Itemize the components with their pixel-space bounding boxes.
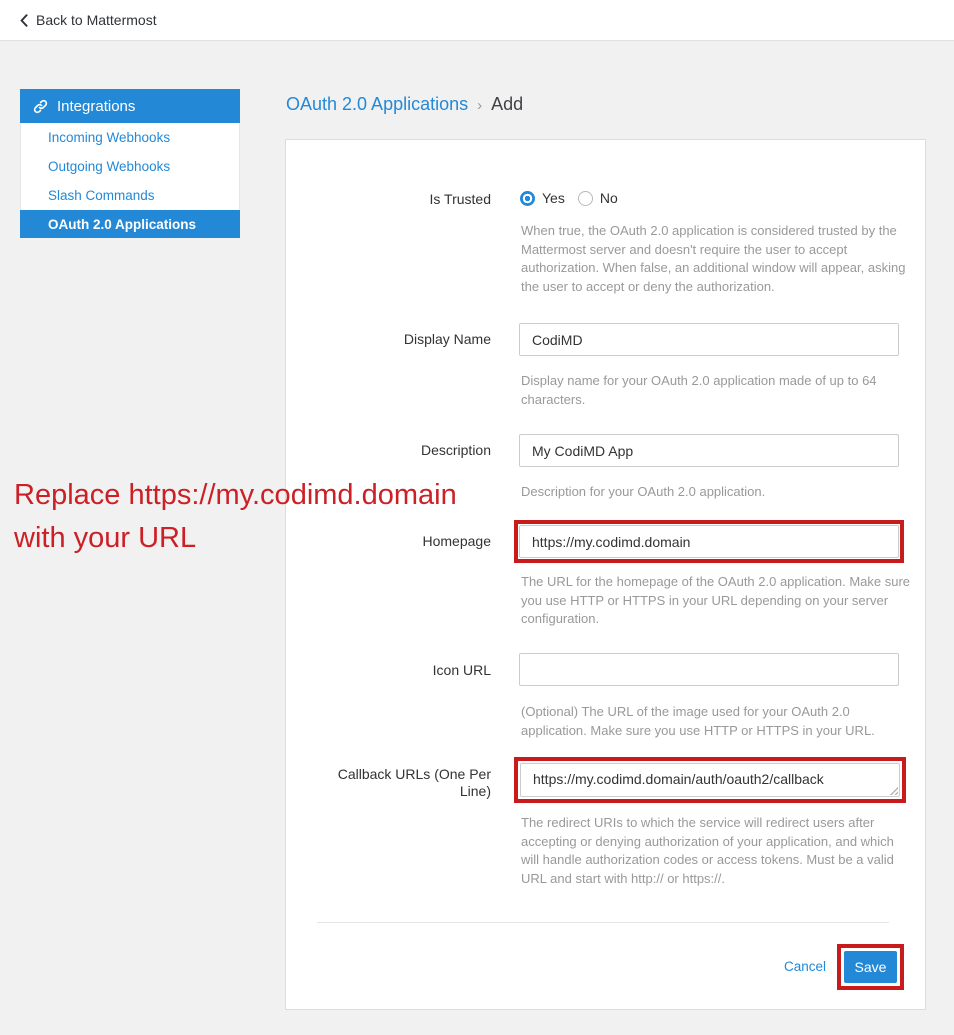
display-name-input[interactable] — [519, 323, 899, 356]
callback-urls-highlight-box — [514, 757, 906, 803]
sidebar-item-outgoing-webhooks[interactable]: Outgoing Webhooks — [48, 159, 171, 174]
is-trusted-radio-group — [520, 188, 618, 208]
link-icon — [33, 99, 48, 114]
back-to-mattermost-link[interactable] — [20, 0, 157, 40]
callback-urls-help-text: The redirect URIs to which the service will redirect users after accepting or denying authorization of your application, and which will handle authorization codes or access tokens. Must be a valid URL and start with http:// or https://. — [521, 815, 894, 886]
description-input[interactable] — [519, 434, 899, 467]
icon-url-input[interactable] — [519, 653, 899, 686]
callback-urls-textarea[interactable] — [520, 763, 900, 797]
homepage-help-text: The URL for the homepage of the OAuth 2.0 application. Make sure you use HTTP or HTTPS in your URL depending on your server configuration. — [521, 574, 911, 626]
annotation-text — [14, 474, 457, 560]
cancel-button[interactable]: Cancel — [783, 959, 826, 974]
radio-selected-icon[interactable] — [520, 191, 535, 206]
chevron-left-icon — [20, 14, 28, 27]
annotation-line-2: with your URL — [14, 522, 197, 554]
back-link-label: Back to Mattermost — [36, 12, 157, 28]
is-trusted-option-yes[interactable] — [520, 190, 565, 206]
sidebar-header-integrations[interactable] — [20, 89, 240, 123]
sidebar-header-label: Integrations — [57, 97, 136, 115]
is-trusted-help-text: When true, the OAuth 2.0 application is considered trusted by the Mattermost server and doesn't require the user to accept authorization. When false, an additional window will appear, asking the user to accept or deny the authorization. — [521, 223, 906, 294]
callback-urls-label: Callback URLs (One Per Line) — [337, 766, 491, 799]
footer-divider — [317, 922, 889, 923]
annotation-line-1: Replace https://my.codimd.domain — [14, 479, 457, 511]
icon-url-help-text: (Optional) The URL of the image used for your OAuth 2.0 application. Make sure you use HTTP or HTTPS in your URL. — [521, 704, 875, 738]
display-name-help-text: Display name for your OAuth 2.0 application made of up to 64 characters. — [521, 373, 877, 407]
sidebar-item-oauth-applications[interactable]: OAuth 2.0 Applications — [20, 210, 240, 238]
save-button[interactable]: Save — [844, 951, 897, 983]
icon-url-label: Icon URL — [432, 662, 491, 678]
page-title: Add — [491, 93, 524, 114]
homepage-highlight-box — [514, 520, 904, 563]
description-label: Description — [420, 442, 491, 458]
integrations-sidebar — [20, 89, 240, 238]
breadcrumb-parent-link[interactable]: OAuth 2.0 Applications — [286, 93, 469, 114]
description-help-text: Description for your OAuth 2.0 application. — [521, 484, 766, 499]
callback-urls-textarea-wrap — [520, 763, 900, 797]
radio-no-label: No — [599, 190, 618, 206]
top-bar — [0, 0, 954, 41]
save-highlight-box — [837, 944, 904, 990]
radio-yes-label: Yes — [542, 190, 565, 206]
sidebar-item-incoming-webhooks[interactable]: Incoming Webhooks — [48, 130, 171, 145]
homepage-label: Homepage — [422, 533, 491, 549]
radio-unselected-icon[interactable] — [578, 191, 593, 206]
is-trusted-label: Is Trusted — [429, 191, 491, 207]
sidebar-item-slash-commands[interactable]: Slash Commands — [48, 188, 155, 203]
oauth-add-form-panel — [285, 139, 926, 1010]
breadcrumb — [286, 90, 523, 118]
homepage-input[interactable] — [519, 525, 899, 558]
sidebar-menu — [20, 123, 240, 238]
display-name-label: Display Name — [403, 331, 491, 347]
is-trusted-option-no[interactable] — [578, 190, 618, 206]
breadcrumb-separator: › — [477, 96, 483, 114]
